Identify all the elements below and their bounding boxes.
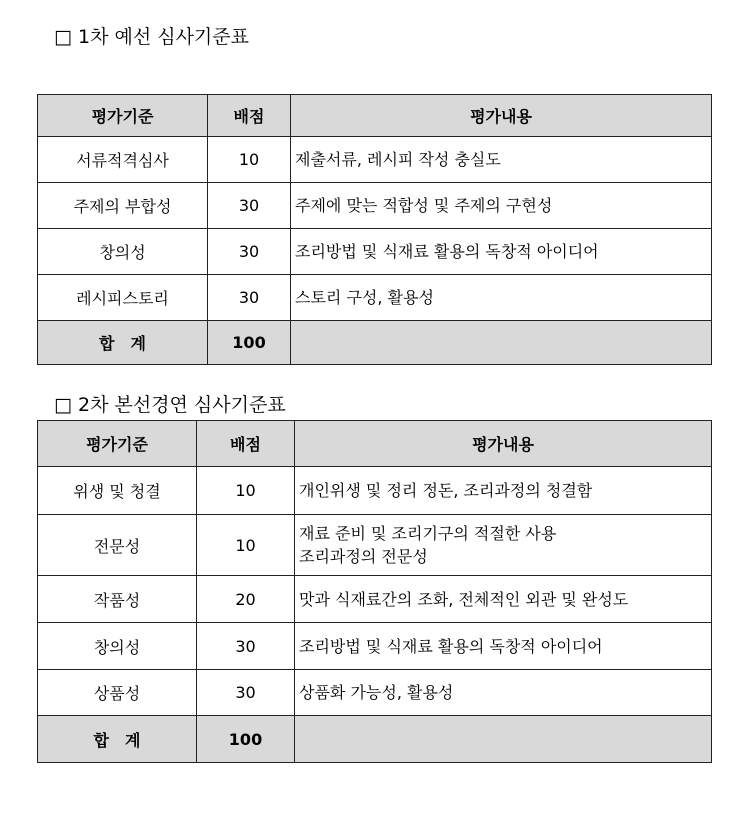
score-cell: 30 xyxy=(208,183,291,229)
criterion-cell: 서류적격심사 xyxy=(38,137,208,183)
score-cell: 30 xyxy=(197,670,295,716)
header-criterion: 평가기준 xyxy=(38,95,208,137)
section-title-preliminary: □ 1차 예선 심사기준표 xyxy=(54,26,249,48)
preliminary-criteria-table xyxy=(37,94,712,365)
total-label-cell xyxy=(38,321,208,365)
score-cell: 10 xyxy=(208,137,291,183)
content-line: 조리과정의 전문성 xyxy=(299,547,428,566)
criterion-cell: 창의성 xyxy=(38,623,197,670)
score-cell: 20 xyxy=(197,576,295,623)
content-cell xyxy=(291,137,712,183)
header-score: 배점 xyxy=(208,95,291,137)
total-label-cell xyxy=(38,716,197,763)
content-line: 재료 준비 및 조리기구의 적절한 사용 xyxy=(299,524,557,543)
content-line: 조리방법 및 식재료 활용의 독창적 아이디어 xyxy=(299,636,603,656)
content-cell xyxy=(295,623,712,670)
total-label: 합계 xyxy=(99,334,162,353)
header-content: 평가내용 xyxy=(295,421,712,467)
header-score: 배점 xyxy=(197,421,295,467)
table-header-row xyxy=(38,95,712,137)
total-row xyxy=(38,716,712,763)
table-row xyxy=(38,515,712,576)
table-row xyxy=(38,229,712,275)
score-cell: 30 xyxy=(197,623,295,670)
table-row xyxy=(38,275,712,321)
header-criterion: 평가기준 xyxy=(38,421,197,467)
table-row xyxy=(38,183,712,229)
score-cell: 10 xyxy=(197,467,295,515)
content-line: 주제에 맞는 적합성 및 주제의 구현성 xyxy=(295,196,553,215)
content-cell xyxy=(295,467,712,515)
criterion-cell: 전문성 xyxy=(38,515,197,576)
header-content: 평가내용 xyxy=(291,95,712,137)
content-line: 스토리 구성, 활용성 xyxy=(295,288,434,307)
content-cell xyxy=(295,670,712,716)
final-criteria-table xyxy=(37,420,712,763)
table-row xyxy=(38,623,712,670)
section-title-final: □ 2차 본선경연 심사기준표 xyxy=(54,394,286,416)
table-row xyxy=(38,576,712,623)
table-row xyxy=(38,137,712,183)
content-line: 개인위생 및 정리 정돈, 조리과정의 청결함 xyxy=(299,481,593,500)
criterion-cell: 작품성 xyxy=(38,576,197,623)
criterion-cell: 레시피스토리 xyxy=(38,275,208,321)
table-header-row xyxy=(38,421,712,467)
content-cell xyxy=(295,576,712,623)
content-cell xyxy=(291,229,712,275)
content-cell xyxy=(291,275,712,321)
total-label: 합계 xyxy=(93,730,157,750)
table-row xyxy=(38,467,712,515)
content-cell xyxy=(295,515,712,576)
criterion-cell: 주제의 부합성 xyxy=(38,183,208,229)
score-cell: 10 xyxy=(197,515,295,576)
content-cell xyxy=(291,183,712,229)
criterion-cell: 위생 및 청결 xyxy=(38,467,197,515)
total-score-cell: 100 xyxy=(208,321,291,365)
criterion-cell: 상품성 xyxy=(38,670,197,716)
total-content-cell xyxy=(295,716,712,763)
content-line: 맛과 식재료간의 조화, 전체적인 외관 및 완성도 xyxy=(299,589,629,609)
content-line: 조리방법 및 식재료 활용의 독창적 아이디어 xyxy=(295,242,599,261)
total-content-cell xyxy=(291,321,712,365)
score-cell: 30 xyxy=(208,275,291,321)
total-row xyxy=(38,321,712,365)
content-line: 제출서류, 레시피 작성 충실도 xyxy=(295,150,501,169)
criterion-cell: 창의성 xyxy=(38,229,208,275)
table-row xyxy=(38,670,712,716)
total-score-cell: 100 xyxy=(197,716,295,763)
content-line: 상품화 가능성, 활용성 xyxy=(299,683,454,702)
score-cell: 30 xyxy=(208,229,291,275)
